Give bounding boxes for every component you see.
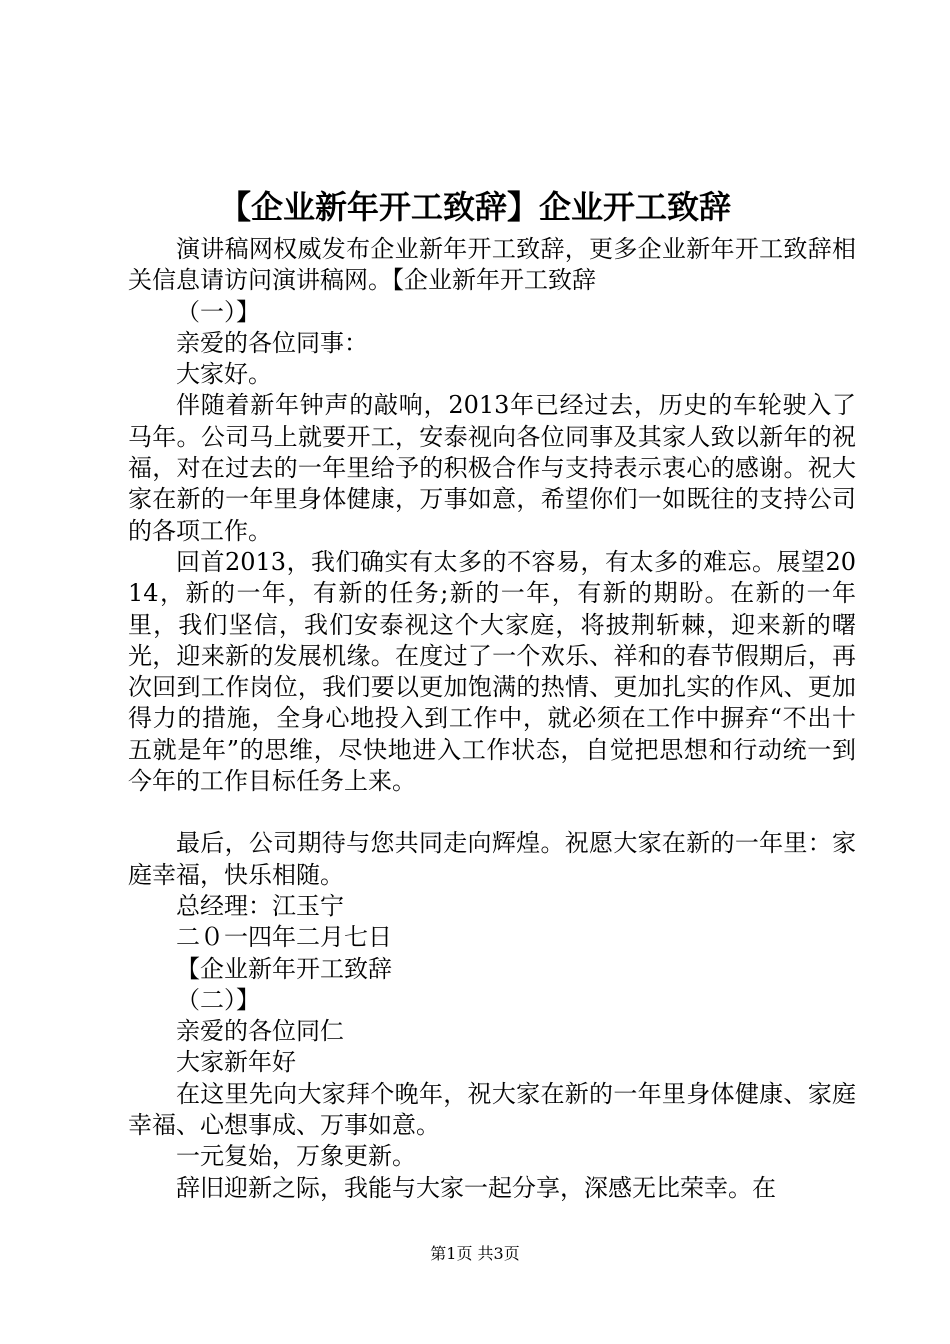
paragraph-closing: 最后，公司期待与您共同走向辉煌。祝愿大家在新的一年里：家庭幸福，快乐相随。 [128, 829, 856, 889]
paragraph-intro: 演讲稿网权威发布企业新年开工致辞，更多企业新年开工致辞相关信息请访问演讲稿网。【企业新年开工致辞 [128, 235, 856, 295]
paragraph-greeting: 大家好。 [176, 360, 272, 389]
paragraph-section-one-label: （一）】 [176, 297, 260, 326]
paragraph-salutation-two: 亲爱的各位同仁 [176, 1017, 344, 1046]
paragraph-wishes: 在这里先向大家拜个晚年，祝大家在新的一年里身体健康、家庭幸福、心想事成、万事如意。 [128, 1079, 856, 1140]
paragraph-review: 回首2013，我们确实有太多的不容易，有太多的难忘。展望2014，新的一年，有新的任务;新的一年，有新的期盼。在新的一年里，我们坚信，我们安泰视这个大家庭，将披荆斩棘，迎来新的曙光，迎来新的发展机缘。在度过了一个欢乐、祥和的春节假期后，再次回到工作岗位，我们要以更加饱满的热情、更加扎实的作风、更加得力的措施，全身心地投入到工作中，就必须在工作中摒弃“不出十五就是年”的思维，尽快地进入工作状态，自觉把思想和行动统一到今年的工作目标任务上来。 [128, 547, 856, 796]
paragraph-greeting-two: 大家新年好 [176, 1048, 296, 1077]
paragraph-renewal: 一元复始，万象更新。 [176, 1142, 416, 1171]
paragraph-signature: 总经理：江玉宁 [176, 891, 344, 920]
paragraph-sharing: 辞旧迎新之际，我能与大家一起分享，深感无比荣幸。在 [176, 1173, 776, 1202]
paragraph-salutation: 亲爱的各位同事： [176, 328, 368, 357]
paragraph-new-year: 伴随着新年钟声的敲响，2013年已经过去，历史的车轮驶入了马年。公司马上就要开工，安泰视向各位同事及其家人致以新年的祝福，对在过去的一年里给予的积极合作与支持表示衷心的感谢。祝大家在新的一年里身体健康，万事如意，希望你们一如既往的支持公司的各项工作。 [128, 391, 856, 545]
paragraph-section-two-title: 【企业新年开工致辞 [176, 954, 392, 983]
page-number: 第1页 共3页 [430, 1244, 520, 1263]
paragraph-section-two-label: （二）】 [176, 985, 260, 1014]
document-body [128, 234, 856, 1204]
paragraph-date: 二０一四年二月七日 [176, 923, 392, 952]
document-title: 【企业新年开工致辞】企业开工致辞 [218, 188, 731, 226]
paragraph-spacer [128, 797, 856, 828]
